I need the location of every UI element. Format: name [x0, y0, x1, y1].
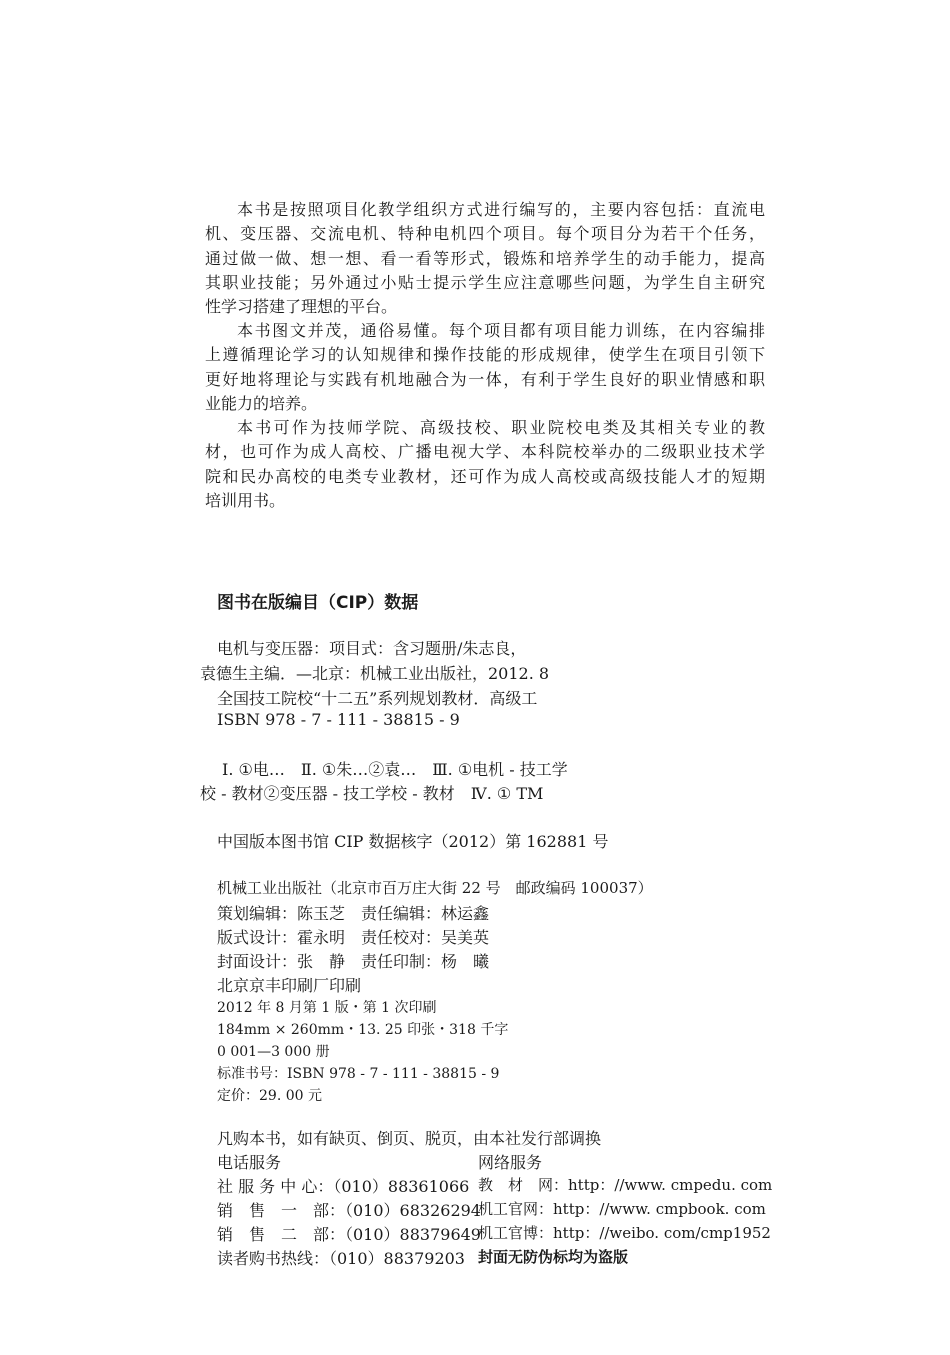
publisher-info: 机械工业出版社（北京市百万庄大街 22 号 邮政编码 100037） [217, 879, 653, 897]
printer-info: 北京京丰印刷厂印刷 [217, 976, 362, 995]
cip-approval-number: 中国版本图书馆 CIP 数据核字（2012）第 162881 号 [217, 832, 609, 851]
network-service-heading: 网络服务 [478, 1153, 543, 1172]
phone-line: 销 售 一 部：（010）68326294 [217, 1201, 481, 1220]
phone-service-heading: 电话服务 [217, 1153, 282, 1172]
text-line: 本书是按照项目化教学组织方式进行编写的，主要内容包括：直流电 [237, 200, 765, 219]
network-line: 机工官网：http：//www. cmpbook. com [478, 1200, 766, 1218]
text-line: 本书图文并茂，通俗易懂。每个项目都有项目能力训练，在内容编排 [237, 321, 765, 340]
anti-piracy-notice: 封面无防伪标均为盗版 [478, 1248, 629, 1266]
phone-line: 社 服 务 中 心：（010）88361066 [217, 1177, 470, 1196]
text-line: 性学习搭建了理想的平台。 [205, 297, 398, 317]
network-line: 教 材 网：http：//www. cmpedu. com [478, 1176, 773, 1194]
description-paragraph-1 [205, 198, 765, 319]
editor-line: 版式设计：霍永明 责任校对：吴美英 [217, 928, 490, 947]
isbn-info: 标准书号：ISBN 978 - 7 - 111 - 38815 - 9 [217, 1066, 500, 1082]
editor-line: 策划编辑：陈玉芝 责任编辑：林运鑫 [217, 904, 490, 923]
description-paragraph-2 [205, 319, 765, 416]
cip-subjects-line: 校 - 教材②变压器 - 技工学校 - 教材 Ⅳ. ① TM [200, 784, 544, 803]
text-line: 上遵循理论学习的认知规律和操作技能的形成规律，使学生在项目引领下 [205, 345, 765, 365]
cip-heading: 图书在版编目（CIP）数据 [217, 593, 419, 613]
cip-record-line: 袁德生主编．—北京：机械工业出版社，2012. 8 [200, 664, 550, 683]
text-line: 院和民办高校的电类专业教材，还可作为成人高校或高级技能人才的短期 [205, 466, 765, 486]
editor-line: 封面设计：张 静 责任印制：杨 曦 [217, 952, 490, 971]
format-info: 184mm × 260mm・13. 25 印张・318 千字 [217, 1022, 509, 1038]
cip-subjects-line: Ⅰ. ①电… Ⅱ. ①朱…②袁… Ⅲ. ①电机 - 技工学 [222, 760, 568, 779]
text-line: 机、变压器、交流电机、特种电机四个项目。每个项目分为若干个任务， [205, 224, 765, 244]
text-line: 本书可作为技师学院、高级技校、职业院校电类及其相关专业的教 [237, 418, 765, 437]
text-line: 材，也可作为成人高校、广播电视大学、本科院校举办的二级职业技术学 [205, 442, 765, 462]
text-line: 更好地将理论与实践有机地融合为一体，有利于学生良好的职业情感和职 [205, 369, 765, 389]
cip-isbn: ISBN 978 - 7 - 111 - 38815 - 9 [217, 710, 460, 729]
replacement-notice: 凡购本书，如有缺页、倒页、脱页，由本社发行部调换 [217, 1129, 602, 1148]
description-paragraph-3 [205, 416, 765, 513]
phone-line: 读者购书热线：（010）88379203 [217, 1249, 465, 1268]
text-line: 其职业技能；另外通过小贴士提示学生应注意哪些问题，为学生自主研究 [205, 272, 765, 292]
text-line: 业能力的培养。 [205, 393, 318, 413]
network-line: 机工官博：http：//weibo. com/cmp1952 [478, 1224, 771, 1242]
print-run-info: 0 001—3 000 册 [217, 1044, 330, 1060]
text-line: 通过做一做、想一想、看一看等形式，锻炼和培养学生的动手能力，提高 [205, 248, 765, 268]
text-line: 培训用书。 [205, 490, 286, 510]
cip-record-line: 全国技工院校“十二五”系列规划教材．高级工 [217, 689, 538, 708]
cip-record-line: 电机与变压器：项目式：含习题册/朱志良， [217, 639, 527, 658]
edition-info: 2012 年 8 月第 1 版・第 1 次印刷 [217, 1000, 437, 1016]
price-info: 定价：29. 00 元 [217, 1088, 322, 1104]
phone-line: 销 售 二 部：（010）88379649 [217, 1225, 481, 1244]
